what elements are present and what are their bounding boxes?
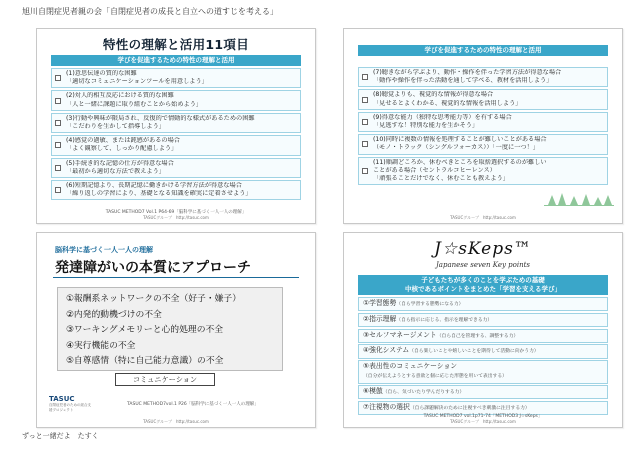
list-item: ⑥模倣（自ら、気づいたり学んだりする力） — [358, 385, 608, 399]
list-item: ③セルフマネージメント（自ら自己を管理する、調整する力） — [358, 329, 608, 343]
checkbox-icon — [55, 98, 61, 104]
section-band: 学びを促進するための特性の理解と活用 — [51, 55, 301, 66]
list-item: (2)対人的相互反応における質的な困難 「人と一緒に課題に取り組むことから始めよう」 — [51, 90, 301, 110]
slide-title: 特性の理解と活用11項目 — [103, 37, 249, 52]
slide-subtitle: 脳科学に基づく一人一人の理解 — [55, 246, 153, 254]
list-item: (10)同時に複数の情報を処理することが難しいことがある場合 （モノ・トラック（シングルフォーカス））「一度に一つ！」 — [358, 134, 608, 154]
dysfunction-list — [57, 287, 283, 371]
list-item: (1)意思伝達の質的な困難 「適切なコミュニケーションツールを用意しよう」 — [51, 68, 301, 88]
title-divider — [53, 277, 299, 278]
communication-label: コミュニケーション — [115, 373, 215, 386]
list-item: ⑤自尊感情（特に自己能力意識）の不全 — [66, 356, 224, 366]
slide-trait-understanding-2 — [343, 28, 623, 224]
key-points-list — [358, 297, 608, 417]
checkbox-icon — [55, 187, 61, 193]
slide-citation: TASUC METHOD7vol.1 P26「脳科学に基づく一人一人の理解」 — [127, 402, 259, 407]
section-band: 子どもたちが多くのことを学ぶための基礎 中核であるポイントをまとめた「学習を支える学び」 — [358, 275, 608, 295]
slide-trait-understanding — [36, 28, 316, 224]
checkbox-icon — [55, 120, 61, 126]
list-item: (3)行動や興味が限局され、反復的で情動的な様式があるための困難 「こだわりを生かして指導しよう」 — [51, 113, 301, 133]
list-item: ④強化システム（自ら楽しいことや嬉しいことを期待して活動に向かう力） — [358, 344, 608, 358]
trait-list — [358, 67, 608, 187]
checkbox-icon — [55, 75, 61, 81]
section-band: 学びを促進するための特性の理解と活用 — [358, 45, 608, 56]
slide-credit: TASUCグループ http://tasuc.com — [143, 419, 209, 424]
checkbox-icon — [362, 168, 368, 174]
slide-citation: TASUC METHOD7 Vol.1 P64-69「脳科学に基づく一人一人の理解」 — [105, 210, 247, 215]
page-header: 旭川自閉症児者親の会「自閉症児者の成長と自立への道すじを考える」 — [22, 7, 278, 16]
list-item: ③ワーキングメモリーと心的処理の不全 — [66, 325, 224, 335]
list-item: ②内発的動機づけの不全 — [66, 309, 162, 320]
checkbox-icon — [362, 97, 368, 103]
slide-credit: TASUCグループ http://tasuc.com — [450, 215, 516, 220]
list-item: (9)得意な能力（独特な思考能力等）を有する場合 「見逃すな！特別な能力を生かそう」 — [358, 112, 608, 132]
slide-title: 発達障がいの本質にアプローチ — [55, 260, 251, 276]
checkbox-icon — [55, 142, 61, 148]
list-item: ①学習態勢（自ら学習する態勢になる力） — [358, 297, 608, 311]
slide-brain-science — [36, 232, 316, 428]
checkbox-icon — [362, 74, 368, 80]
checkbox-icon — [362, 141, 368, 147]
trait-list — [51, 68, 301, 202]
list-item: (6)短期記憶より、長期記憶に働きかける学習方法が得意な場合 「繰り返しの学習により、基礎となる知識を確実に定着させよう」 — [51, 180, 301, 200]
list-item: ②指示理解（自ら指示に応じる、指示を理解できる力） — [358, 313, 608, 327]
tasuc-logo: TASUC 自閉症児者のための総合支援プロジェクト — [49, 395, 91, 412]
checkbox-icon — [362, 119, 368, 125]
trees-decoration — [544, 191, 614, 207]
slide-jskeps — [343, 232, 623, 428]
slide-credit: TASUCグループ http://tasuc.com — [450, 419, 516, 424]
list-item: ④実行機能の不全 — [66, 340, 136, 351]
list-item: (7)聴きながら学ぶより、動作・操作を伴った学習方法が得意な場合 「動作や操作を伴った活動を通して学べる、教材を活用しよう」 — [358, 67, 608, 87]
page-footer: ずっと一緒だよ たすく — [22, 432, 99, 440]
list-item: (4)感覚の過敏、または鈍感があるの場合 「よく観察して、しっかり配慮しよう」 — [51, 135, 301, 155]
list-item: ⑦注視物の選択（自ら課題解決のために注視すべき刺激に注目する力） — [358, 401, 608, 415]
slide-subtitle: Japanese seven Key points — [435, 261, 531, 269]
list-item: (5)手続き的な記憶の仕方が得意な場合 「最初から適切な方法で教えよう」 — [51, 158, 301, 178]
slide-title: J☆sKeps™ — [434, 239, 532, 259]
slide-credit: TASUCグループ http://tasuc.com — [143, 215, 209, 220]
list-item: (8)聴覚よりも、視覚的な情報が得意な場合 「見せるとよくわかる、視覚的な情報を活用しよう」 — [358, 89, 608, 109]
list-item: (11)順調どころか、休むべきところを取捨選択するのが難しい ことがある場合（セントラルコヒーレンス） 「頑張ることだけでなく、休むことも教えよう」 — [358, 157, 608, 186]
checkbox-icon — [55, 165, 61, 171]
list-item: ⑤表出性のコミュニケーション （自分が伝えようとする意欲と個に応じた形態を用いて表出する） — [358, 360, 608, 383]
slide-citation: TASUC METHOD7 vol.1p71-74「METHOD3 J☆sKeps」 — [423, 414, 543, 419]
list-item: ①報酬系ネットワークの不全（好子・嫌子） — [66, 294, 242, 304]
